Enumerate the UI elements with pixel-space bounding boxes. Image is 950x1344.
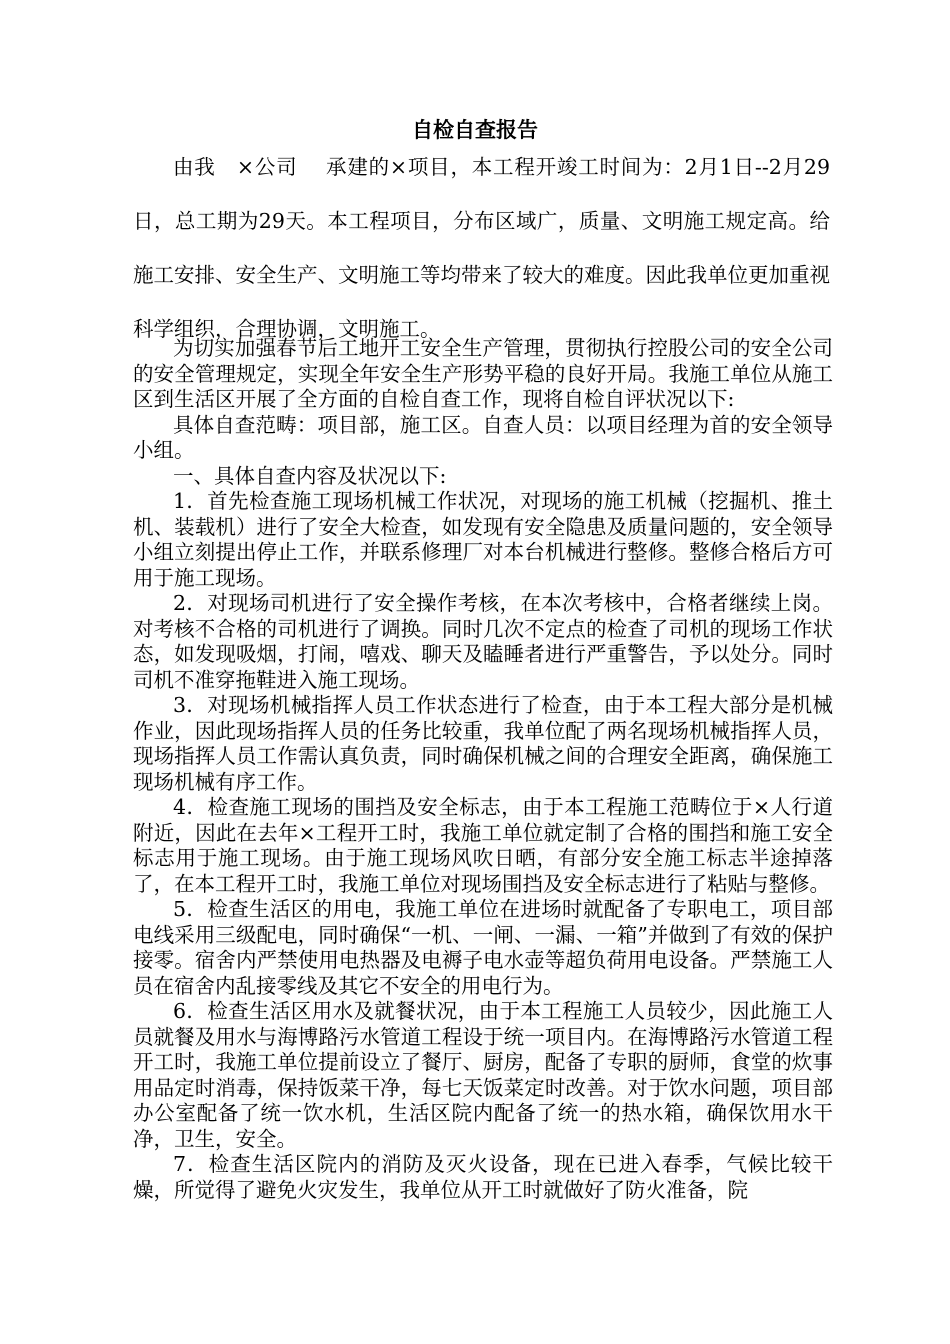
paragraph-section-heading: 一、具体自查内容及状况以下:	[173, 463, 447, 488]
paragraph-scope: 具体自查范畴：项目部，施工区。自查人员：以项目经理为首的安全领导小组。	[133, 412, 833, 462]
paragraph-item-1: 1．首先检查施工现场机械工作状况，对现场的施工机械（挖掘机、推土机、装载机）进行了安全大检查，如发现有安全隐患及质量问题的，安全领导小组立刻提出停止工作，并联系修理厂对本台机械进行整修。整修合格后方可用于施工现场。	[133, 489, 833, 590]
paragraph-purpose: 为切实加强春节后工地开工安全生产管理，贯彻执行控股公司的安全公司的安全管理规定，实现全年安全生产形势平稳的良好开局。我施工单位从施工区到生活区开展了全方面的自检自查工作，现将自检自评状况以下:	[133, 336, 833, 411]
paragraph-item-2: 2．对现场司机进行了安全操作考核，在本次考核中，合格者继续上岗。对考核不合格的司机进行了调换。同时几次不定点的检查了司机的现场工作状态，如发现吸烟，打闹，嘻戏、聊天及瞌睡者进行严重警告，予以处分。同时司机不准穿拖鞋进入施工现场。	[133, 591, 833, 692]
paragraph-item-3: 3．对现场机械指挥人员工作状态进行了检查，由于本工程大部分是机械作业，因此现场指挥人员的任务比较重，我单位配了两名现场机械指挥人员，现场指挥人员工作需认真负责，同时确保机械之间的合理安全距离，确保施工现场机械有序工作。	[133, 693, 833, 794]
paragraph-item-6: 6．检查生活区用水及就餐状况，由于本工程施工人员较少，因此施工人员就餐及用水与海博路污水管道工程设于统一项目内。在海博路污水管道工程开工时，我施工单位提前设立了餐厅、厨房，配备了专职的厨师，食堂的炊事用品定时消毒，保持饭菜干净，每七天饭菜定时改善。对于饮水问题，项目部办公室配备了统一饮水机，生活区院内配备了统一的热水箱，确保饮用水干净，卫生，安全。	[133, 999, 833, 1151]
document-title: 自检自查报告	[412, 117, 538, 142]
intro-paragraph: 由我 ×公司 承建的×项目，本工程开竣工时间为：2月1日--2月29日，总工期为29天。本工程项目，分布区域广，质量、文明施工规定高。给施工安排、安全生产、文明施工等均带来了较大的难度。因此我单位更加重视科学组织，合理协调，文明施工。	[133, 155, 830, 341]
intro-section	[133, 140, 830, 356]
body-section	[133, 336, 833, 1203]
paragraph-item-5: 5．检查生活区的用电，我施工单位在进场时就配备了专职电工，项目部电线采用三级配电，同时确保“一机、一闸、一漏、一箱”并做到了有效的保护接零。宿舍内严禁使用电热器及电褥子电水壶等超负荷用电设备。严禁施工人员在宿舍内乱接零线及其它不安全的用电行为。	[133, 897, 833, 998]
paragraph-item-4: 4．检查施工现场的围挡及安全标志，由于本工程施工范畴位于×人行道附近，因此在去年×工程开工时，我施工单位就定制了合格的围挡和施工安全标志用于施工现场。由于施工现场风吹日晒，有部分安全施工标志半途掉落了，在本工程开工时，我施工单位对现场围挡及安全标志进行了粘贴与整修。	[133, 795, 833, 896]
paragraph-item-7: 7．检查生活区院内的消防及灭火设备，现在已进入春季，气候比较干燥，所觉得了避免火灾发生，我单位从开工时就做好了防火准备，院	[133, 1152, 833, 1202]
